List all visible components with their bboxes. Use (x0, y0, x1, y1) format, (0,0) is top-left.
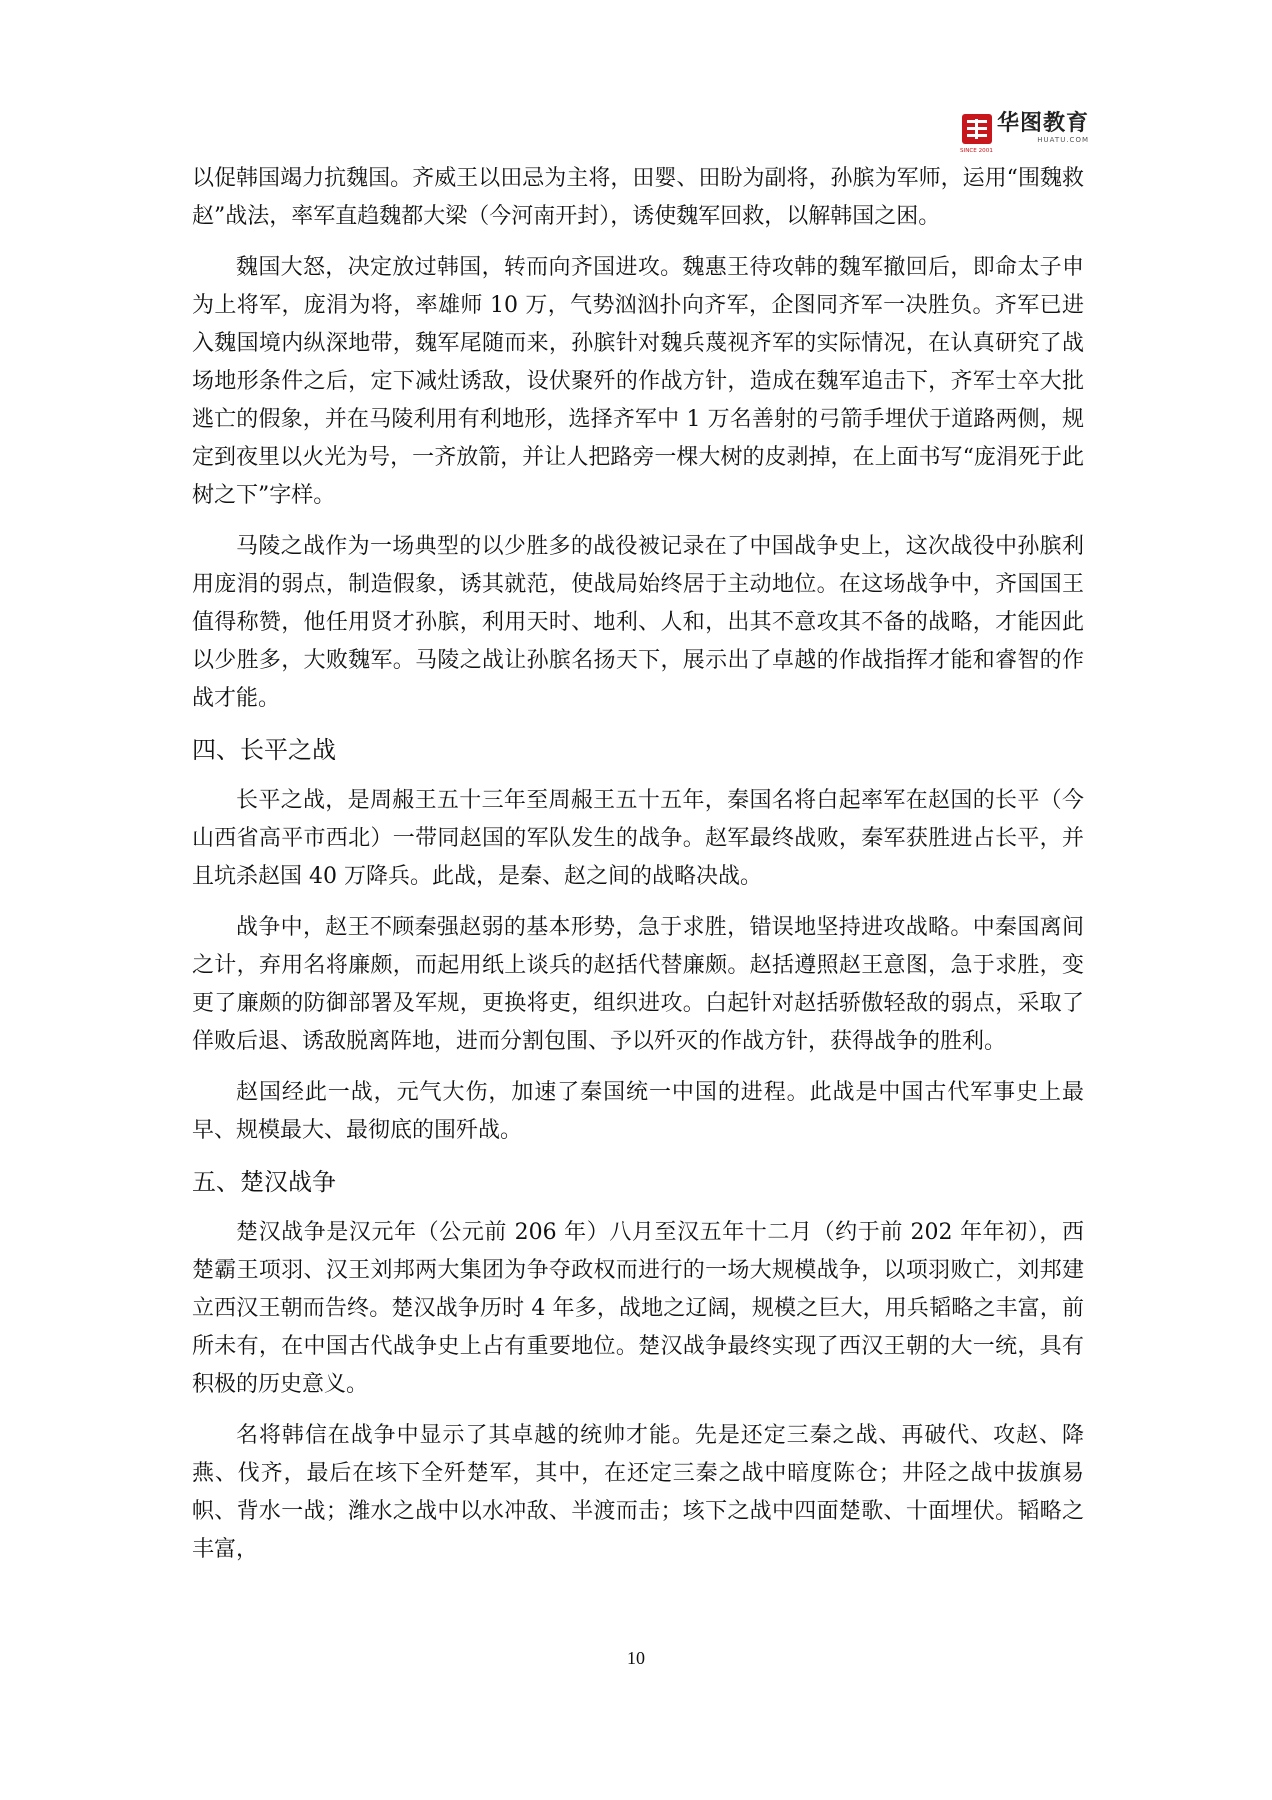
paragraph-8: 名将韩信在战争中显示了其卓越的统帅才能。先是还定三秦之战、再破代、攻赵、降燕、伐齐，最后在垓下全歼楚军，其中，在还定三秦之战中暗度陈仓；井陉之战中拔旗易帜、背水一战；潍水之战中以水冲敌、半渡而击；垓下之战中四面楚歌、十面埋伏。韬略之丰富， (192, 1423, 1084, 1562)
paragraph-3: 马陵之战作为一场典型的以少胜多的战役被记录在了中国战争史上，这次战役中孙膑利用庞涓的弱点，制造假象，诱其就范，使战局始终居于主动地位。在这场战争中，齐国国王值得称赞，他任用贤才孙膑，利用天时、地利、人和，出其不意攻其不备的战略，才能因此以少胜多，大败魏军。马陵之战让孙膑名扬天下，展示出了卓越的作战指挥才能和睿智的作战才能。 (192, 534, 1084, 711)
paragraph-2: 魏国大怒，决定放过韩国，转而向齐国进攻。魏惠王待攻韩的魏军撤回后，即命太子申为上将军，庞涓为将，率雄师 10 万，气势汹汹扑向齐军，企图同齐军一决胜负。齐军已进入魏国境内纵深地带，魏军尾随而来，孙膑针对魏兵蔑视齐军的实际情况，在认真研究了战场地形条件之后，定下减灶诱敌，设伏聚歼的作战方针，造成在魏军追击下，齐军士卒大批逃亡的假象，并在马陵利用有利地形，选择齐军中 1 万名善射的弓箭手埋伏于道路两侧，规定到夜里以火光为号，一齐放箭，并让人把路旁一棵大树的皮剥掉，在上面书写“庞涓死于此树之下”字样。 (192, 255, 1084, 508)
paragraph-1: 以促韩国竭力抗魏国。齐威王以田忌为主将，田婴、田盼为副将，孙膑为军师，运用“围魏救赵”战法，率军直趋魏都大梁（今河南开封），诱使魏军回救，以解韩国之困。 (192, 166, 1084, 229)
logo-name: 华图教育 (996, 111, 1089, 136)
paragraph-6: 赵国经此一战，元气大伤，加速了秦国统一中国的进程。此战是中国古代军事史上最早、规模最大、最彻底的围歼战。 (192, 1080, 1084, 1143)
huatu-logo (959, 111, 1089, 153)
section-heading-4: 四、长平之战 (192, 736, 336, 764)
paragraph-4: 长平之战，是周赧王五十三年至周赧王五十五年，秦国名将白起率军在赵国的长平（今山西省高平市西北）一带同赵国的军队发生的战争。赵军最终战败，秦军获胜进占长平，并且坑杀赵国 40 万降兵。此战，是秦、赵之间的战略决战。 (192, 788, 1084, 889)
paragraph-7: 楚汉战争是汉元年（公元前 206 年）八月至汉五年十二月（约于前 202 年年初），西楚霸王项羽、汉王刘邦两大集团为争夺政权而进行的一场大规模战争，以项羽败亡，刘邦建立西汉王朝而告终。楚汉战争历时 4 年多，战地之辽阔，规模之巨大，用兵韬略之丰富，前所未有，在中国古代战争史上占有重要地位。楚汉战争最终实现了西汉王朝的大一统，具有积极的历史意义。 (192, 1220, 1084, 1397)
section-heading-5: 五、楚汉战争 (192, 1168, 336, 1196)
document-body (192, 160, 1084, 1569)
logo-domain: HUATU.COM (1037, 136, 1089, 144)
huatu-logo-icon (959, 114, 993, 153)
page-number: 10 (627, 1648, 645, 1668)
paragraph-5: 战争中，赵王不顾秦强赵弱的基本形势，急于求胜，错误地坚持进攻战略。中秦国离间之计，弃用名将廉颇，而起用纸上谈兵的赵括代替廉颇。赵括遵照赵王意图，急于求胜，变更了廉颇的防御部署及军规，更换将吏，组织进攻。白起针对赵括骄傲轻敌的弱点，采取了佯败后退、诱敌脱离阵地，进而分割包围、予以歼灭的作战方针，获得战争的胜利。 (192, 915, 1084, 1054)
logo-est: SINCE 2001 (959, 146, 993, 153)
